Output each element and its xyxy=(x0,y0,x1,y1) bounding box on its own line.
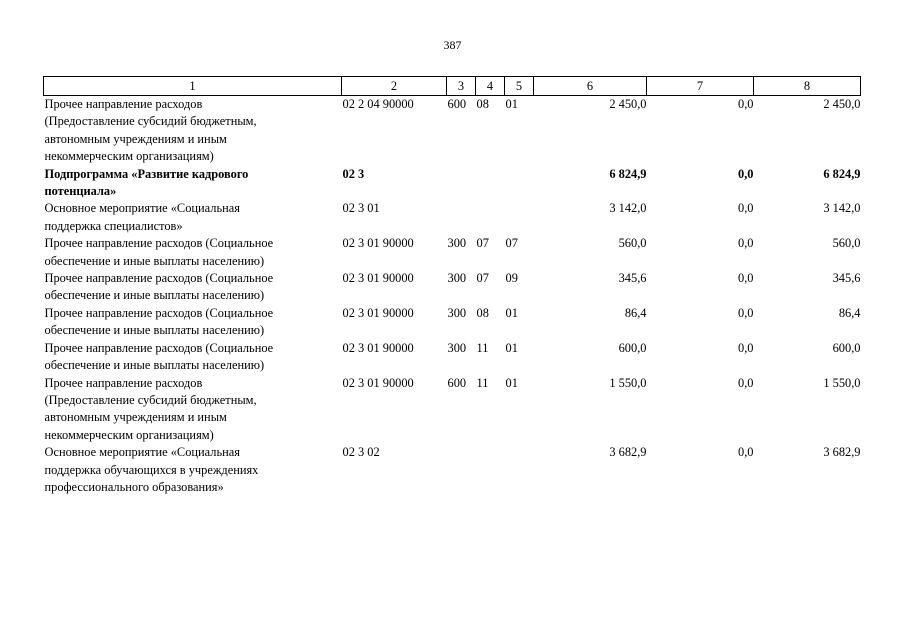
table-body xyxy=(44,96,861,497)
row-expense-type xyxy=(447,444,476,496)
column-header-2: 2 xyxy=(342,77,447,96)
row-subsection: 07 xyxy=(505,236,518,251)
row-code: 02 3 01 90000 xyxy=(342,375,414,390)
row-name: Прочее направление расходов (Предоставление субсидий бюджетным, автономным учреждениям и иным некоммерческим организациям) xyxy=(44,97,257,164)
row-amount-col6: 2 450,0 xyxy=(609,97,647,111)
row-subsection: 01 xyxy=(505,305,518,320)
row-amount-col8: 3 682,9 xyxy=(823,445,861,460)
row-code: 02 3 xyxy=(342,166,365,181)
row-section xyxy=(476,444,505,496)
row-expense-type: 600 xyxy=(447,375,467,390)
row-amount-col6: 600,0 xyxy=(618,340,647,355)
table-row xyxy=(44,200,861,235)
page-number: 387 xyxy=(443,38,462,52)
row-amount-col7: 0,0 xyxy=(738,445,754,460)
table-row xyxy=(44,375,861,445)
column-header-4: 4 xyxy=(476,77,505,96)
row-amount-col8: 560,0 xyxy=(832,236,861,251)
row-amount-col8: 6 824,9 xyxy=(823,166,861,181)
row-subsection: 01 xyxy=(505,340,518,355)
row-section: 07 xyxy=(476,236,489,251)
row-amount-col7: 0,0 xyxy=(738,375,754,390)
row-name: Прочее направление расходов (Предоставление субсидий бюджетным, автономным учреждениям и иным некоммерческим организациям) xyxy=(44,375,257,442)
row-section: 08 xyxy=(476,305,489,320)
column-header-6: 6 xyxy=(534,77,647,96)
row-subsection: 01 xyxy=(505,97,518,111)
table-row xyxy=(44,166,861,201)
row-amount-col8: 600,0 xyxy=(832,340,861,355)
row-code: 02 2 04 90000 xyxy=(342,97,414,111)
row-expense-type xyxy=(447,200,476,235)
row-amount-col6: 560,0 xyxy=(618,236,647,251)
row-amount-col6: 3 682,9 xyxy=(609,445,647,460)
row-name: Прочее направление расходов (Социальное обеспечение и иные выплаты населению) xyxy=(44,340,274,373)
budget-table xyxy=(43,76,861,496)
row-expense-type: 300 xyxy=(447,236,467,251)
row-section: 11 xyxy=(476,375,489,390)
row-section: 07 xyxy=(476,271,489,286)
row-name: Основное мероприятие «Социальная поддержка обучающихся в учреждениях профессионального образования» xyxy=(44,445,259,494)
row-code: 02 3 01 90000 xyxy=(342,340,414,355)
row-expense-type: 300 xyxy=(447,271,467,286)
row-code: 02 3 01 xyxy=(342,201,380,216)
row-amount-col6: 345,6 xyxy=(618,271,647,286)
row-name: Основное мероприятие «Социальная поддержка специалистов» xyxy=(44,201,240,233)
row-amount-col8: 2 450,0 xyxy=(823,97,861,111)
column-header-3: 3 xyxy=(447,77,476,96)
row-subsection xyxy=(505,166,534,201)
row-code: 02 3 01 90000 xyxy=(342,236,414,251)
row-section: 08 xyxy=(476,97,489,111)
column-header-5: 5 xyxy=(505,77,534,96)
row-section xyxy=(476,200,505,235)
table-row xyxy=(44,305,861,340)
row-section: 11 xyxy=(476,340,489,355)
row-amount-col6: 6 824,9 xyxy=(609,166,647,181)
row-amount-col7: 0,0 xyxy=(738,97,754,111)
row-amount-col7: 0,0 xyxy=(738,340,754,355)
row-expense-type: 300 xyxy=(447,340,467,355)
row-name: Прочее направление расходов (Социальное обеспечение и иные выплаты населению) xyxy=(44,236,274,268)
row-subsection: 01 xyxy=(505,375,518,390)
row-amount-col6: 86,4 xyxy=(624,305,647,320)
row-name: Прочее направление расходов (Социальное обеспечение и иные выплаты населению) xyxy=(44,271,274,303)
row-amount-col8: 3 142,0 xyxy=(823,201,861,216)
row-expense-type: 300 xyxy=(447,305,467,320)
row-name: Подпрограмма «Развитие кадрового потенциала» xyxy=(44,166,249,199)
row-expense-type xyxy=(447,166,476,201)
row-amount-col6: 1 550,0 xyxy=(609,375,647,390)
row-amount-col8: 345,6 xyxy=(832,271,861,286)
row-expense-type: 600 xyxy=(447,97,467,111)
row-code: 02 3 02 xyxy=(342,445,380,460)
row-section xyxy=(476,166,505,201)
row-amount-col7: 0,0 xyxy=(738,271,754,286)
column-header-8: 8 xyxy=(754,77,861,96)
row-code: 02 3 01 90000 xyxy=(342,271,414,286)
table-row xyxy=(44,270,861,305)
row-subsection xyxy=(505,444,534,496)
table-row xyxy=(44,96,861,166)
row-subsection: 09 xyxy=(505,271,518,286)
column-header-1: 1 xyxy=(44,77,342,96)
row-amount-col7: 0,0 xyxy=(738,305,754,320)
row-subsection xyxy=(505,200,534,235)
row-amount-col8: 86,4 xyxy=(838,305,861,320)
row-amount-col6: 3 142,0 xyxy=(609,201,647,216)
column-header-7: 7 xyxy=(647,77,754,96)
row-name: Прочее направление расходов (Социальное обеспечение и иные выплаты населению) xyxy=(44,305,274,338)
row-amount-col7: 0,0 xyxy=(738,201,754,216)
table-row xyxy=(44,235,861,270)
table-row xyxy=(44,340,861,375)
header-row xyxy=(44,77,861,96)
table-row xyxy=(44,444,861,496)
row-code: 02 3 01 90000 xyxy=(342,305,414,320)
row-amount-col8: 1 550,0 xyxy=(823,375,861,390)
row-amount-col7: 0,0 xyxy=(738,166,754,181)
row-amount-col7: 0,0 xyxy=(738,236,754,251)
